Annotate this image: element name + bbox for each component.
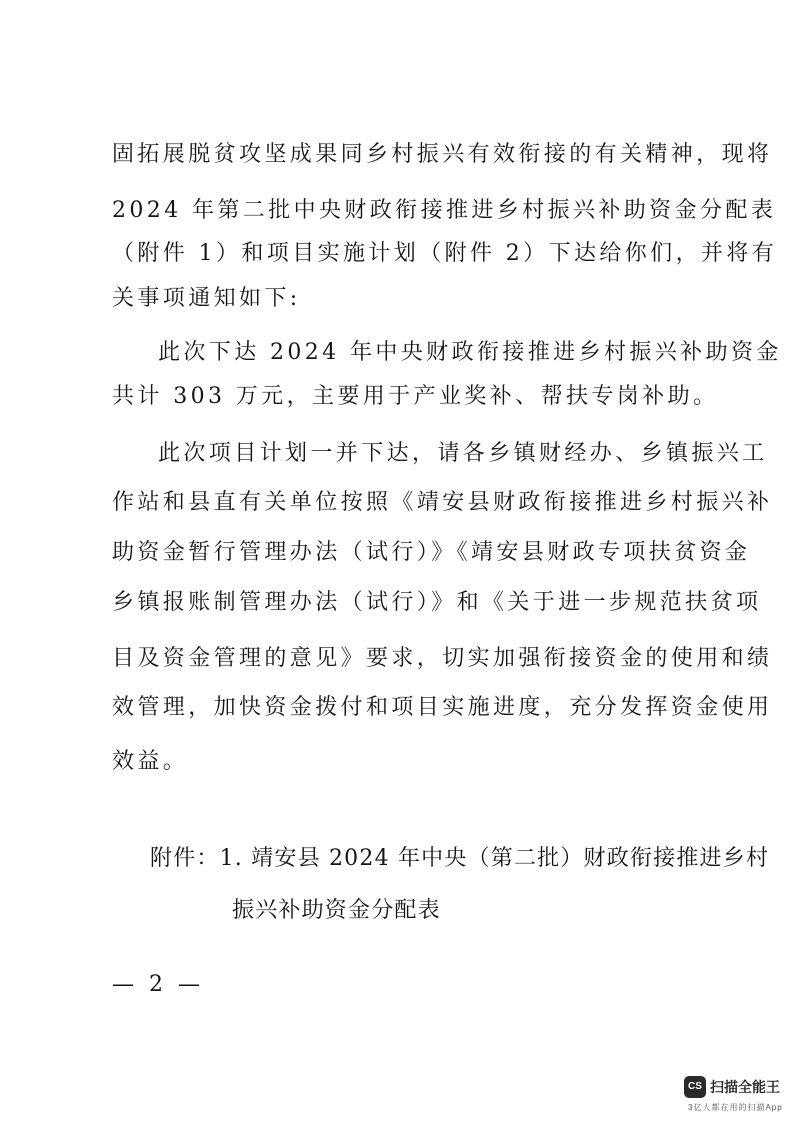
attachment-line-1: 附件：1. 靖安县 2024 年中央（第二批）财政衔接推进乡村	[150, 846, 770, 871]
body-line: 助资金暂行管理办法（试行）》《靖安县财政专项扶贫资金	[112, 540, 751, 565]
body-line: 效益。	[112, 749, 189, 774]
camscanner-logo-icon: CS	[684, 1076, 706, 1098]
watermark-tagline: 3亿人都在用的扫描App	[688, 1103, 783, 1112]
body-paragraph-start: 此次下达 2024 年中央财政衔接推进乡村振兴补助资金	[158, 340, 782, 365]
body-paragraph-start: 此次项目计划一并下达，请各乡镇财经办、乡镇振兴工	[158, 441, 768, 466]
body-line: 共计 303 万元，主要用于产业奖补、帮扶专岗补助。	[112, 384, 719, 409]
body-line: 乡镇报账制管理办法（试行）》和《关于进一步规范扶贫项	[112, 590, 762, 615]
body-line: 目及资金管理的意见》要求，切实加强衔接资金的使用和绩	[112, 646, 773, 671]
body-line: 关事项通知如下:	[112, 286, 301, 311]
body-line: 作站和县直有关单位按照《靖安县财政衔接推进乡村振兴补	[112, 490, 773, 515]
scanner-watermark	[680, 1074, 790, 1120]
body-line: （附件 1）和项目实施计划（附件 2）下达给你们，并将有	[112, 241, 778, 266]
attachment-line-2: 振兴补助资金分配表	[232, 898, 441, 923]
page-number: — 2 —	[112, 972, 204, 997]
body-line: 效管理，加快资金拨付和项目实施进度，充分发挥资金使用	[112, 695, 773, 720]
body-line: 2024 年第二批中央财政衔接推进乡村振兴补助资金分配表	[112, 198, 777, 223]
body-line: 固拓展脱贫攻坚成果同乡村振兴有效衔接的有关精神，现将	[112, 142, 773, 167]
watermark-app-name: 扫描全能王	[710, 1079, 780, 1095]
